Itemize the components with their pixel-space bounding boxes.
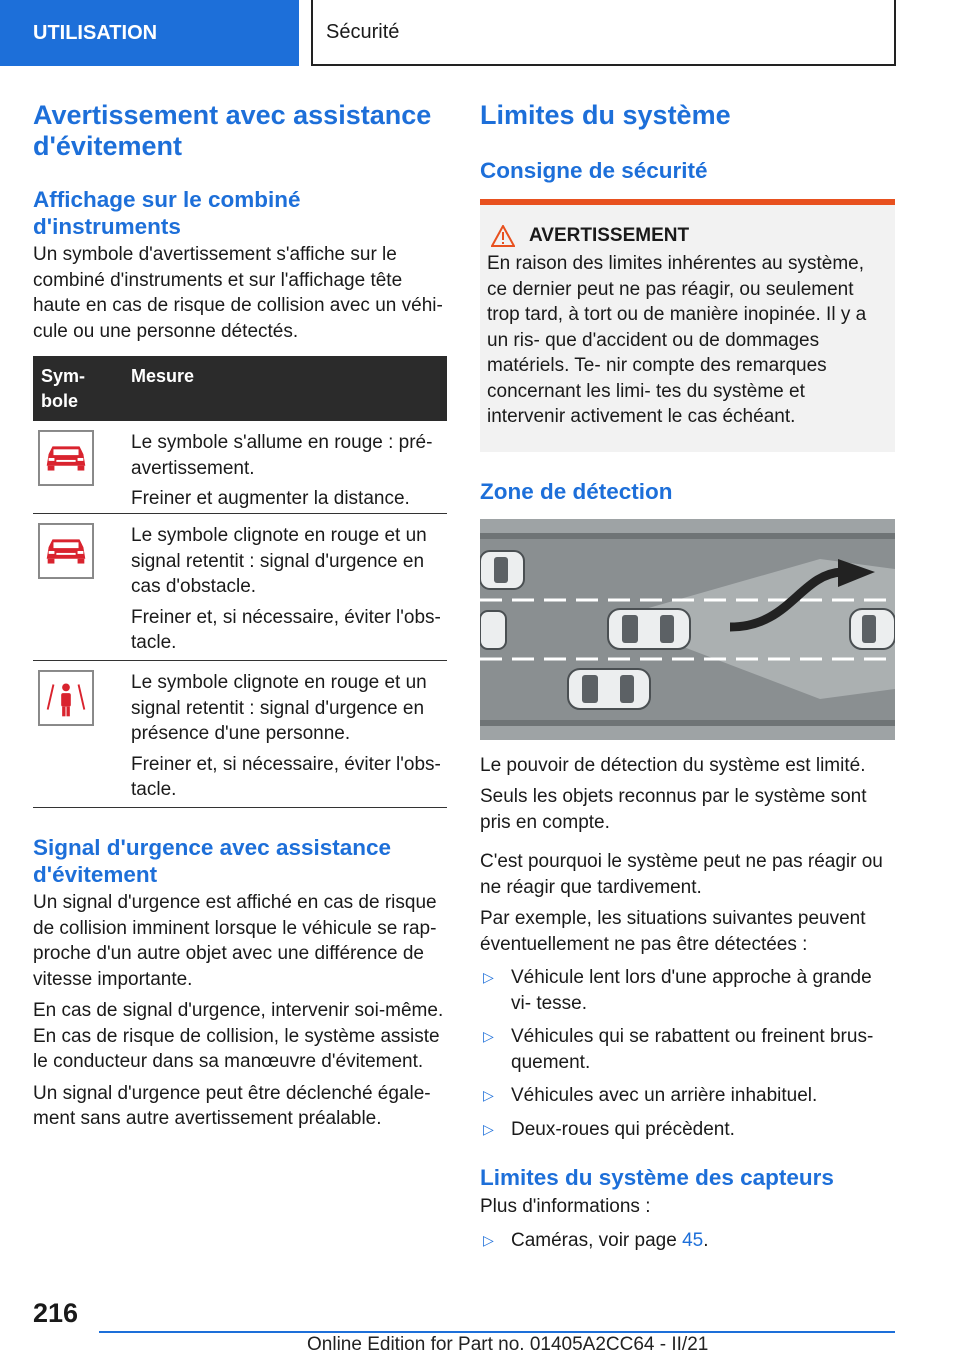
table-row — [33, 421, 447, 514]
detection-paragraph-1: Le pouvoir de détection du système est limité. — [480, 754, 866, 776]
detection-paragraph-3: C'est pourquoi le système peut ne pas réagir ou ne réagir que tardivement. — [480, 851, 883, 898]
list-item — [480, 1228, 895, 1254]
footer-edition: Online Edition for Part no. 01405A2CC64 - II/21 — [307, 1334, 709, 1355]
list-item — [480, 965, 895, 1016]
chapter-title: Sécurité — [326, 20, 400, 43]
table-row — [33, 514, 447, 661]
column-header-measure: Mesure — [131, 366, 195, 386]
warning-box — [480, 199, 895, 452]
car-collision-warning-icon — [38, 523, 94, 579]
page-link-cameras[interactable]: 45 — [682, 1229, 704, 1251]
section-label: UTILISATION — [33, 21, 158, 44]
car-collision-warning-icon — [38, 430, 94, 486]
list-item — [480, 1083, 895, 1109]
warning-title: AVERTISSEMENT — [529, 225, 690, 246]
triangle-bullet-icon: ▷ — [483, 969, 494, 985]
triangle-bullet-icon: ▷ — [483, 1231, 494, 1248]
warning-bar — [480, 199, 895, 205]
triangle-bullet-icon: ▷ — [483, 1028, 494, 1044]
row-text-2: Freiner et, si nécessaire, éviter l'obs‐ tacle. — [131, 606, 441, 653]
heading-safety-note: Consigne de sécurité — [480, 158, 708, 183]
triangle-bullet-icon: ▷ — [483, 1087, 494, 1103]
heading-detection-zone: Zone de détection — [480, 478, 673, 504]
detection-paragraph-2: Seuls les objets reconnus par le système sont pris en compte. — [480, 786, 867, 833]
left-column — [33, 100, 447, 1132]
section-tab — [0, 0, 299, 66]
symbol-table — [33, 356, 447, 808]
list-item-text: Véhicules qui se rabattent ou freinent brus‐ quement. — [511, 1026, 874, 1073]
emergency-paragraph-3: Un signal d'urgence peut être déclenché égale‐ ment sans autre avertissement préalable. — [33, 1082, 431, 1129]
triangle-bullet-icon: ▷ — [483, 1120, 494, 1137]
heading-instrument-display: Affichage sur le combiné d'instruments — [33, 187, 301, 239]
table-header — [33, 356, 447, 421]
row-text-2: Freiner et, si nécessaire, éviter l'obs‐ tacle. — [131, 753, 441, 800]
right-column — [480, 100, 895, 1253]
heading-sensor-limits: Limites du système des capteurs — [480, 1165, 834, 1190]
row-text-1: Le symbole s'allume en rouge : pré‐ avertissement. — [131, 432, 433, 479]
emergency-paragraph-1: Un signal d'urgence est affiché en cas de risque de collision imminent lorsque le véhicule se rap‐ proche d'un autre objet avec une différence de vitesse importante. — [33, 892, 437, 990]
list-item-text: Deux-roues qui précèdent. — [511, 1118, 735, 1140]
page-number: 216 — [33, 1298, 79, 1328]
table-row — [33, 661, 447, 808]
row-text-2: Freiner et augmenter la distance. — [131, 488, 410, 509]
emergency-paragraph-2: En cas de signal d'urgence, intervenir soi-même. En cas de risque de collision, le système assiste le conducteur dans sa manœuvre d'évitement. — [33, 1000, 444, 1072]
detection-zone-illustration — [480, 519, 895, 740]
footer-rule — [99, 1331, 895, 1333]
heading-evasion-warning: Avertissement avec assistance d'évitement — [33, 100, 432, 161]
row-text-1: Le symbole clignote en rouge et un signal retentit : signal d'urgence en présence d'une personne. — [131, 672, 427, 744]
chapter-header — [311, 0, 896, 66]
warning-title-row — [487, 225, 888, 247]
warning-text: En raison des limites inhérentes au système, ce dernier peut ne pas réagir, ou seulement trop tard, à tort ou de manière inopinée. Il y a un ris‐ que d'accident ou de dommages matériels. Te‐ nir compte des remarques concernant les limi‐ tes du système et intervenir activement le cas échéant. — [487, 253, 867, 427]
list-item-text: Caméras, voir page — [511, 1229, 683, 1251]
column-header-symbol: Sym‐ bole — [41, 366, 86, 411]
more-info-label: Plus d'informations : — [480, 1196, 651, 1217]
heading-system-limits: Limites du système — [480, 100, 731, 130]
detection-paragraph-4: Par exemple, les situations suivantes peuvent éventuellement ne pas être détectées : — [480, 908, 866, 955]
list-item-text: Véhicule lent lors d'une approche à grande vi‐ tesse. — [511, 967, 872, 1014]
row-text-1: Le symbole clignote en rouge et un signal retentit : signal d'urgence en cas d'obstacle. — [131, 525, 427, 597]
list-item-end: . — [703, 1229, 709, 1251]
warning-triangle-icon — [491, 225, 515, 247]
pedestrian-warning-icon — [38, 670, 94, 726]
list-item — [480, 1024, 895, 1075]
list-item-text: Véhicules avec un arrière inhabituel. — [511, 1085, 818, 1106]
intro-paragraph: Un symbole d'avertissement s'affiche sur le combiné d'instruments et sur l'affichage tête haute en cas de risque de collision avec un véhicule ou une personne détectés. — [33, 244, 443, 342]
heading-emergency-signal: Signal d'urgence avec assistance d'évitement — [33, 835, 392, 887]
list-item — [480, 1117, 895, 1143]
